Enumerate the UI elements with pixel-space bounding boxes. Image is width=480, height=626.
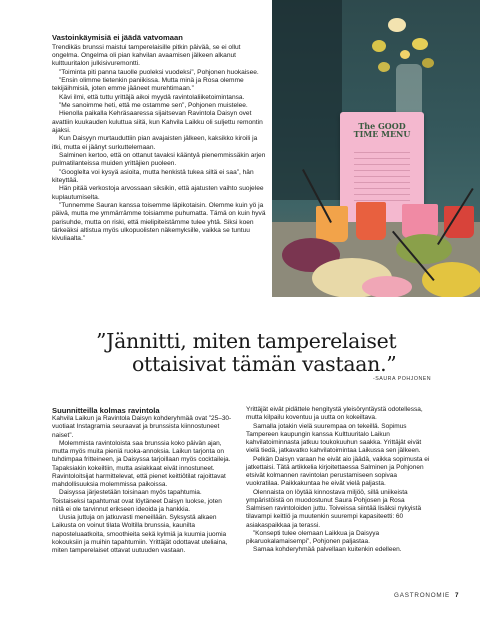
flower (388, 18, 406, 32)
paragraph: Molemmista ravintoloista saa brunssia koko päivän ajan, mutta myös muita pieniä ruoka-annoksia. Laikun tarjonta on tuhdimpaa fritteineen, ja Daisyssa tarjoillaan myös cocktaileja. Tapaksiakin kokeiltiin, mutta asiakkaat eivät innostuneet. Ravintoloitsijat harmittelevat, että pienet keittiötilat rajoittavat mahdollisuuksia molemmissa paikoissa. (52, 439, 231, 489)
pull-quote-line-1: ”Jännitti, miten tamperelaiset (96, 329, 397, 353)
paragraph: ”Toiminta piti panna tauolle puoleksi vuodeksi”, Pohjonen huokaisee. (59, 68, 259, 76)
pink-drink (402, 204, 438, 238)
pull-quote (96, 330, 416, 376)
section-heading: Suunnitteilla kolmas ravintola (52, 406, 160, 415)
yellow-plate (422, 262, 480, 297)
paragraph: Samaa kohderyhmää palvellaan kuitenkin edelleen. (253, 546, 402, 554)
red-drink (356, 202, 386, 240)
paragraph: Salminen kertoo, että on ottanut tavaksi kääntyä pienemmissäkin arjen pulmatilanteissa muiden yrittäjien puoleen. (52, 151, 266, 168)
flower (400, 50, 410, 59)
section-heading: Vastoinkäymisiä ei jäädä vatvomaan (52, 33, 183, 42)
article-top-column (52, 33, 266, 244)
menu-text-lines (354, 152, 410, 202)
paragraph: Yrittäjät eivät pidättele hengitystä yleisöryntäystä odotellessa, mutta kilpailu koventuu ja uutta on kokeiltava. (246, 406, 423, 422)
paragraph: Kahvila Laikun ja Ravintola Daisyn kohderyhmää ovat ”25–30-vuotiaat Instagramia seuraavat ja brunssista kiinnostuneet naiset”. (52, 415, 232, 439)
paragraph: ”Tunnemme Sauran kanssa toisemme läpikotaisin. Olemme kuin yö ja päivä, mutta me ymmärrämme toisiamme puhumatta. Tämä on kuin hyvä parisuhde, mutta on riski, että mielipiteistämme tulee yhtä. Siksi koen tärkeäksi altistua myös ulkopuolisten näkemyksille, vaikka se tuntuu kivuliaalta.” (52, 202, 266, 243)
paragraph: ”Googlelta voi kysyä asioita, mutta henkistä tukea siltä ei saa”, hän kiteyttää. (52, 168, 254, 184)
paragraph: ”Konsepti tulee olemaan Laikkua ja Daisyya pikaruokalamaisempi”, Pohjonen paljastaa. (246, 529, 380, 545)
paragraph: ”Me sanoimme heti, että me ostamme sen”, Pohjonen muistelee. (59, 101, 248, 109)
article-bottom-left-column (52, 406, 232, 555)
paragraph: Hienolla paikalla Kehräsaaressa sijaitsevan Ravintola Daisyn ovet avattiin kuukauden kuluttua siitä, kun Kahvila Laikku oli suljettu remontin ajaksi. (52, 110, 263, 134)
pink-plate (362, 276, 412, 297)
flower (412, 38, 428, 50)
quote-attribution: -SAURA POHJONEN (373, 376, 432, 382)
flower (372, 40, 386, 52)
page-footer (394, 592, 459, 599)
paragraph: Kun Daisyyn murtauduttiin pian avajaisten jälkeen, kaksikko kiroili ja itki, mutta ei jäänyt surkuttelemaan. (52, 135, 258, 151)
paragraph: Kävi ilmi, että tuttu yrittäjä aikoi myydä ravintolaliiketoimintansa. (59, 93, 245, 101)
paragraph: Daisyssa järjestetään toisinaan myös tapahtumia. Toistaiseksi tapahtumat ovat löytäneet Daisyn luokse, joten niitä ei ole tarvinnut erikseen ideoida ja hankkia. (52, 489, 222, 513)
menu-title: The GOOD TIME MENU (353, 121, 411, 139)
brunch-table-photo (272, 0, 480, 297)
paragraph: Trendikäs brunssi maistui tamperelaisille pitkin päivää, se ei ollut ongelma. Ongelma oli pian kahvilan avaamisen jälkeen alkanut kulttuuritalon julkisivuremontti. (52, 43, 241, 68)
paragraph: Olennaista on löytää kinnostava miljöö, sillä uniikeista ympäristöistä on muodostunut Saura Pohjosen ja Rosa Salmisen ravintoloiden juttu. Toiveissa siintää lisäksi nykyistä tilavampi keittiö ja muutenkin suurempi kapasiteetti: 60 asiakaspaikkaa ja terassi. (246, 488, 422, 529)
section-name: GASTRONOMIE (394, 592, 451, 599)
orange-drink (316, 206, 348, 242)
flower (422, 58, 434, 68)
article-bottom-right-column (246, 406, 430, 555)
photo-shadow (272, 0, 342, 200)
paragraph: Uusia juttuja on jatkuvasti meneillään. Syksystä alkaen Laikusta on voinut tilata Woltilla brunssia, kaunilta naposteluaatkoita, smoothieita sekä kylmiä ja kuumia juomia kokouksiin ja muihin tapahtumiin. Yrittäjät odottavat uteliaina, miten tamperelaiset ottavat uutuuden vastaan. (52, 514, 228, 555)
paragraph: Pelkän Daisyn varaan he eivät aio jäädä, vaikka sopimusta ei jatkettaisi. Tätä artikkelia kirjoitettaessa Salminen ja Pohjonen etsivät kolmannen ravintolan perustamiseen sopivaa vuokratilaa. Paikkakuntaa he eivät vielä paljasta. (246, 455, 430, 488)
flower (378, 62, 390, 72)
paragraph: Samalla jotakin vielä suurempaa on tekeillä. Sopimus Tampereen kaupungin kanssa Kulttuuritalo Laikun kahvilatoiminnasta jatkuu toukokuuhun saakka. Yrittäjät eivät vielä tiedä, jatkavatko kahvilatoimintaa Laikussa sen jälkeen. (246, 422, 422, 455)
pull-quote-line-2: ottaisivat tämän vastaan.” (132, 352, 397, 376)
paragraph: ”Ensin olimme tietenkin paniikissa. Mutta minä ja Rosa olemme tekijäihmisiä, joten emme jääneet murehtimaan.” (52, 76, 244, 93)
salad-bowl (396, 234, 452, 264)
page-number: 7 (455, 592, 460, 599)
paragraph: Hän pitää verkostoja arvossaan siksikin, että ajatusten vaihto suojelee kuplautumiselta. (52, 185, 264, 201)
